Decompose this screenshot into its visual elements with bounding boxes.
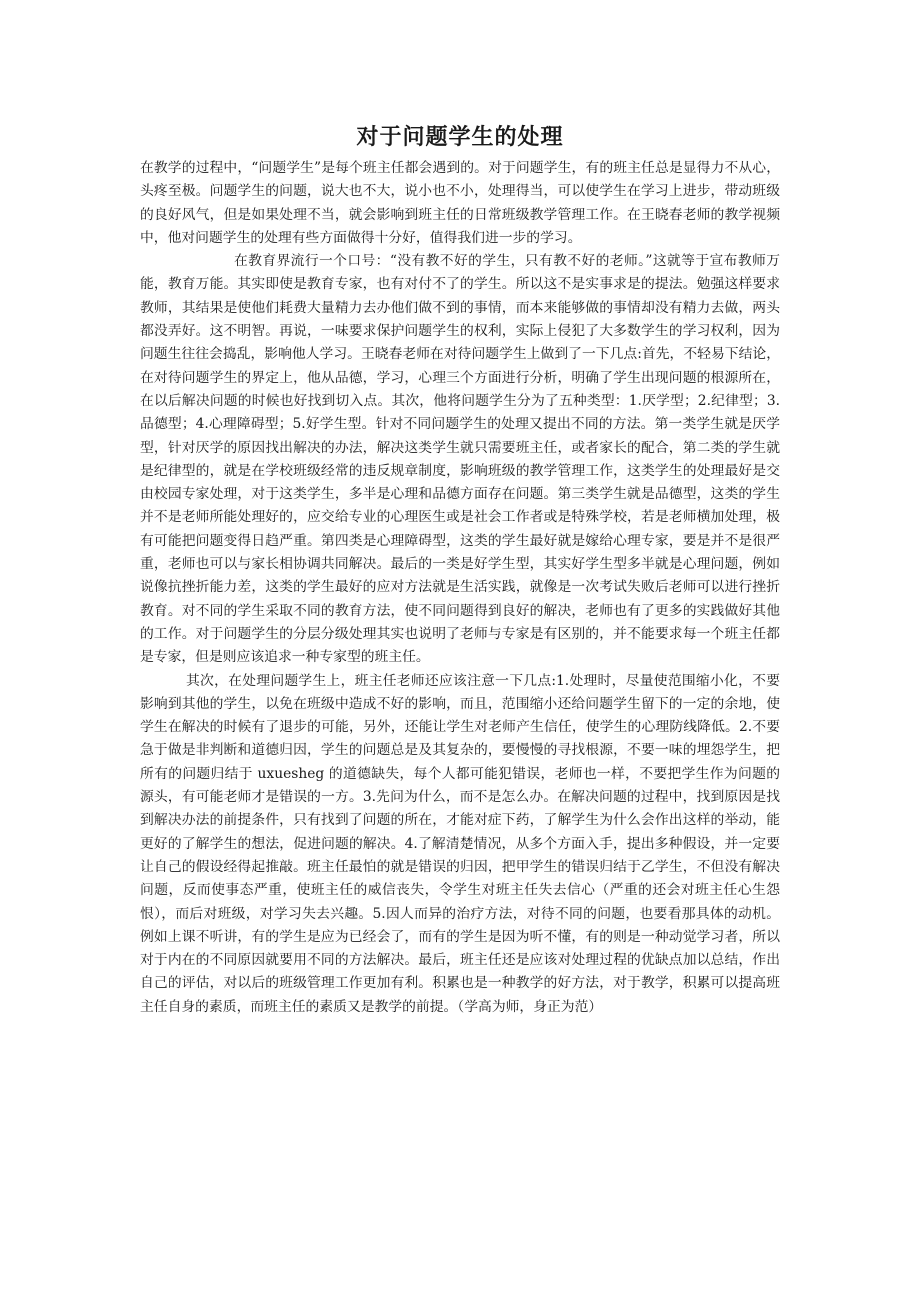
paragraph-handling-tips: 其次，在处理问题学生上，班主任老师还应该注意一下几点:1.处理时，尽量使范围缩小化，不要影响到其他的学生，以免在班级中造成不好的影响，而且，范围缩小还给问题学生留下的一定的余地，使学生在解决的时候有了退步的可能，另外，还能让学生对老师产生信任，使学生的心理防线降低。2.不要急于做是非判断和道德归因，学生的问题总是及其复杂的，要慢慢的寻找根源，不要一味的埋怨学生，把所有的问题归结于 uxuesheg 的道德缺失，每个人都可能犯错误，老师也一样，不要把学生作为问题的源头，有可能老师才是错误的一方。3.先问为什么，而不是怎么办。在解决问题的过程中，找到原因是找到解决办法的前提条件，只有找到了问题的所在，才能对症下药，了解学生为什么会作出这样的举动，能更好的了解学生的想法，促进问题的解决。4.了解清楚情况，从多个方面入手，提出多种假设，并一定要让自己的假设经得起推敲。班主任最怕的就是错误的归因，把甲学生的错误归结于乙学生，不但没有解决问题，反而使事态严重，使班主任的威信丧失，令学生对班主任失去信心（严重的还会对班主任心生怨恨），而后对班级，对学习失去兴趣。5.因人而异的治疗方法，对待不同的问题，也要看那具体的动机。例如上课不听讲，有的学生是应为已经会了，而有的学生是因为听不懂，有的则是一种动觉学习者，所以对于内在的不同原因就要用不同的方法解决。最后，班主任还是应该对处理过程的优缺点加以总结，作出自己的评估，对以后的班级管理工作更加有利。积累也是一种教学的好方法，对于教学，积累可以提高班主任自身的素质，而班主任的素质又是教学的前提。（学高为师，身正为范）	[140, 672, 780, 1015]
paragraph-classification: 在教育界流行一个口号：“没有教不好的学生，只有教不好的老师。”这就等于宣布教师万能，教育万能。其实即使是教育专家，也有对付不了的学生。所以这不是实事求是的提法。勉强这样要求教师，其结果是使他们耗费大量精力去办他们做不到的事情，而本来能够做的事情却没有精力去做，两头都没弄好。这不明智。再说，一味要求保护问题学生的权利，实际上侵犯了大多数学生的学习权利，因为问题生往往会捣乱，影响他人学习。王晓春老师在对待问题学生上做到了一下几点:首先，不轻易下结论，在对待问题学生的界定上，他从品德，学习，心理三个方面进行分析，明确了学生出现问题的根源所在，在以后解决问题的时候也好找到切入点。其次，他将问题学生分为了五种类型：1.厌学型；2.纪律型；3.品德型；4.心理障碍型；5.好学生型。针对不同问题学生的处理又提出不同的方法。第一类学生就是厌学型，针对厌学的原因找出解决的办法，解决这类学生就只需要班主任，或者家长的配合，第二类的学生就是纪律型的，就是在学校班级经常的违反规章制度，影响班级的教学管理工作，这类学生的处理最好是交由校园专家处理，对于这类学生，多半是心理和品德方面存在问题。第三类学生就是品德型，这类的学生并不是老师所能处理好的，应交给专业的心理医生或是社会工作者或是特殊学校，若是老师横加处理，极有可能把问题变得日趋严重。第四类是心理障碍型，这类的学生最好就是嫁给心理专家，要是并不是很严重，老师也可以与家长相协调共同解决。最后的一类是好学生型，其实好学生型多半就是心理问题，例如说像抗挫折能力差，这类的学生最好的应对方法就是生活实践，就像是一次考试失败后老师可以进行挫折教育。对不同的学生采取不同的教育方法，使不同问题得到良好的解决，老师也有了更多的实践做好其他的工作。对于问题学生的分层分级处理其实也说明了老师与专家是有区别的，并不能要求每一个班主任都是专家，但是则应该追求一种专家型的班主任。	[140, 253, 780, 666]
document-title: 对于问题学生的处理	[356, 124, 564, 150]
paragraph-intro: 在教学的过程中，“问题学生”是每个班主任都会遇到的。对于问题学生，有的班主任总是显得力不从心，头疼至极。问题学生的问题，说大也不大，说小也不小，处理得当，可以使学生在学习上进步，带动班级的良好风气，但是如果处理不当，就会影响到班主任的日常班级教学管理工作。在王晓春老师的教学视频中，他对问题学生的处理有些方面做得十分好，值得我们进一步的学习。	[140, 160, 780, 246]
document-body	[140, 157, 780, 1019]
